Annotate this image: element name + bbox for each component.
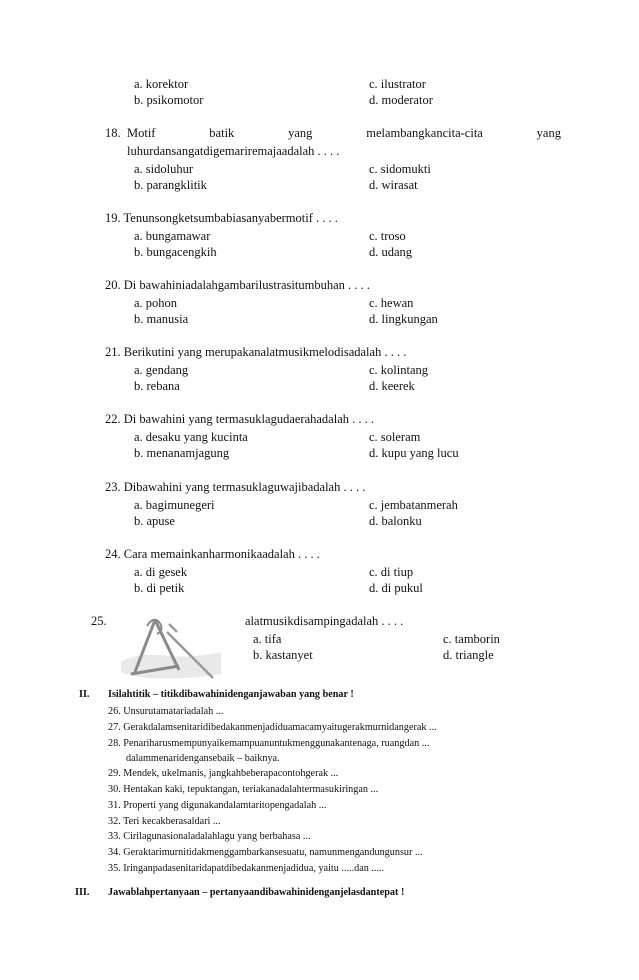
section-3-numeral: III. [75,887,90,898]
fill-item-33: 33. Cirilagunasionaladalahlagu yang berbahasa ... [108,831,311,842]
q19-option-a: a. bungamawar [134,229,211,243]
q18-question-line2: luhurdansangatdigemariremajaadalah . . . . [127,144,340,158]
triangle-instrument-image [117,612,225,682]
q21-option-b: b. rebana [134,379,180,393]
q24-option-b: b. di petik [134,581,185,595]
q18-number: 18. [105,126,121,140]
q24-question: 24. Cara memainkanharmonikaadalah . . . . [105,547,320,561]
q22-option-d: d. kupu yang lucu [369,446,459,460]
q22-option-a: a. desaku yang kucinta [134,430,248,444]
q23-option-d: d. balonku [369,514,422,528]
q17-option-d: d. moderator [369,93,433,107]
q23-option-c: c. jembatanmerah [369,498,458,512]
fill-item-27: 27. Gerakdalamsenitaridibedakanmenjadiduamacamyaitugerakmurnidangerak ... [108,722,437,733]
q21-option-c: c. kolintang [369,363,429,377]
q23-option-b: b. apuse [134,514,175,528]
q20-option-a: a. pohon [134,296,178,310]
fill-item-31: 31. Properti yang digunakandalamtaritopengadalah ... [108,800,327,811]
q18-option-c: c. sidomukti [369,162,431,176]
q19-option-b: b. bungacengkih [134,245,217,259]
section-3-heading: Jawablahpertanyaan – pertanyaandibawahinidenganjelasdantepat ! [108,887,405,898]
q18-word: batik [209,126,235,140]
q18-option-b: b. parangklitik [134,178,207,192]
q18-word: Motif [127,126,156,140]
fill-item-26: 26. Unsurutamatariadalah ... [108,706,224,717]
q21-option-d: d. keerek [369,379,415,393]
q24-option-a: a. di gesek [134,565,188,579]
q18-word: yang [536,126,561,140]
q20-option-b: b. manusia [134,312,189,326]
section-2-heading: Isilahtitik – titikdibawahinidenganjawaban yang benar ! [108,689,354,700]
q21-question: 21. Berikutini yang merupakanalatmusikmelodisadalah . . . . [105,345,407,359]
fill-item-29: 29. Mendek, ukelmanis, jangkahbeberapacontohgerak ... [108,768,339,779]
q19-option-d: d. udang [369,245,413,259]
q17-option-b: b. psikomotor [134,93,204,107]
q18-question-line1 [127,126,561,141]
q19-question: 19. Tenunsongketsumbabiasanyabermotif . . . . [105,211,338,225]
q23-option-a: a. bagimunegeri [134,498,215,512]
q22-question: 22. Di bawahini yang termasuklagudaerahadalah . . . . [105,412,375,426]
section-2-numeral: II. [79,689,90,700]
q25-option-d: d. triangle [443,648,494,662]
fill-item-28-continuation: dalammenaridengansebaik – baiknya. [126,753,280,764]
q21-option-a: a. gendang [134,363,189,377]
q25-option-a: a. tifa [253,632,282,646]
q18-word: yang [288,126,313,140]
q25-number: 25. [91,614,107,628]
q25-option-b: b. kastanyet [253,648,313,662]
fill-item-28: 28. Penariharusmempunyaikemampuanuntukmenggunakantenaga, ruangdan ... [108,738,430,749]
q18-word: melambangkancita-cita [366,126,483,140]
fill-item-34: 34. Geraktarimurnitidakmenggambarkansesuatu, namunmengandungunsur ... [108,847,423,858]
fill-item-30: 30. Hentakan kaki, tepuktangan, teriakanadalahtermasukiringan ... [108,784,379,795]
q17-option-c: c. ilustrator [369,77,426,91]
q18-option-a: a. sidoluhur [134,162,194,176]
q20-option-d: d. lingkungan [369,312,438,326]
q19-option-c: c. troso [369,229,406,243]
q22-option-c: c. soleram [369,430,421,444]
q18-option-d: d. wirasat [369,178,418,192]
q25-option-c: c. tamborin [443,632,500,646]
q23-question: 23. Dibawahini yang termasuklaguwajibadalah . . . . [105,480,366,494]
fill-item-32: 32. Teri kecakberasaldari ... [108,816,221,827]
q25-question: alatmusikdisampingadalah . . . . [245,614,404,628]
q20-question: 20. Di bawahiniadalahgambarilustrasitumbuhan . . . . [105,278,370,292]
q20-option-c: c. hewan [369,296,414,310]
fill-item-35: 35. Iringanpadasenitaridapatdibedakanmenjadidua, yaitu .....dan ..... [108,863,385,874]
q24-option-d: d. di pukul [369,581,423,595]
q24-option-c: c. di tiup [369,565,414,579]
q22-option-b: b. menanamjagung [134,446,230,460]
q17-option-a: a. korektor [134,77,189,91]
